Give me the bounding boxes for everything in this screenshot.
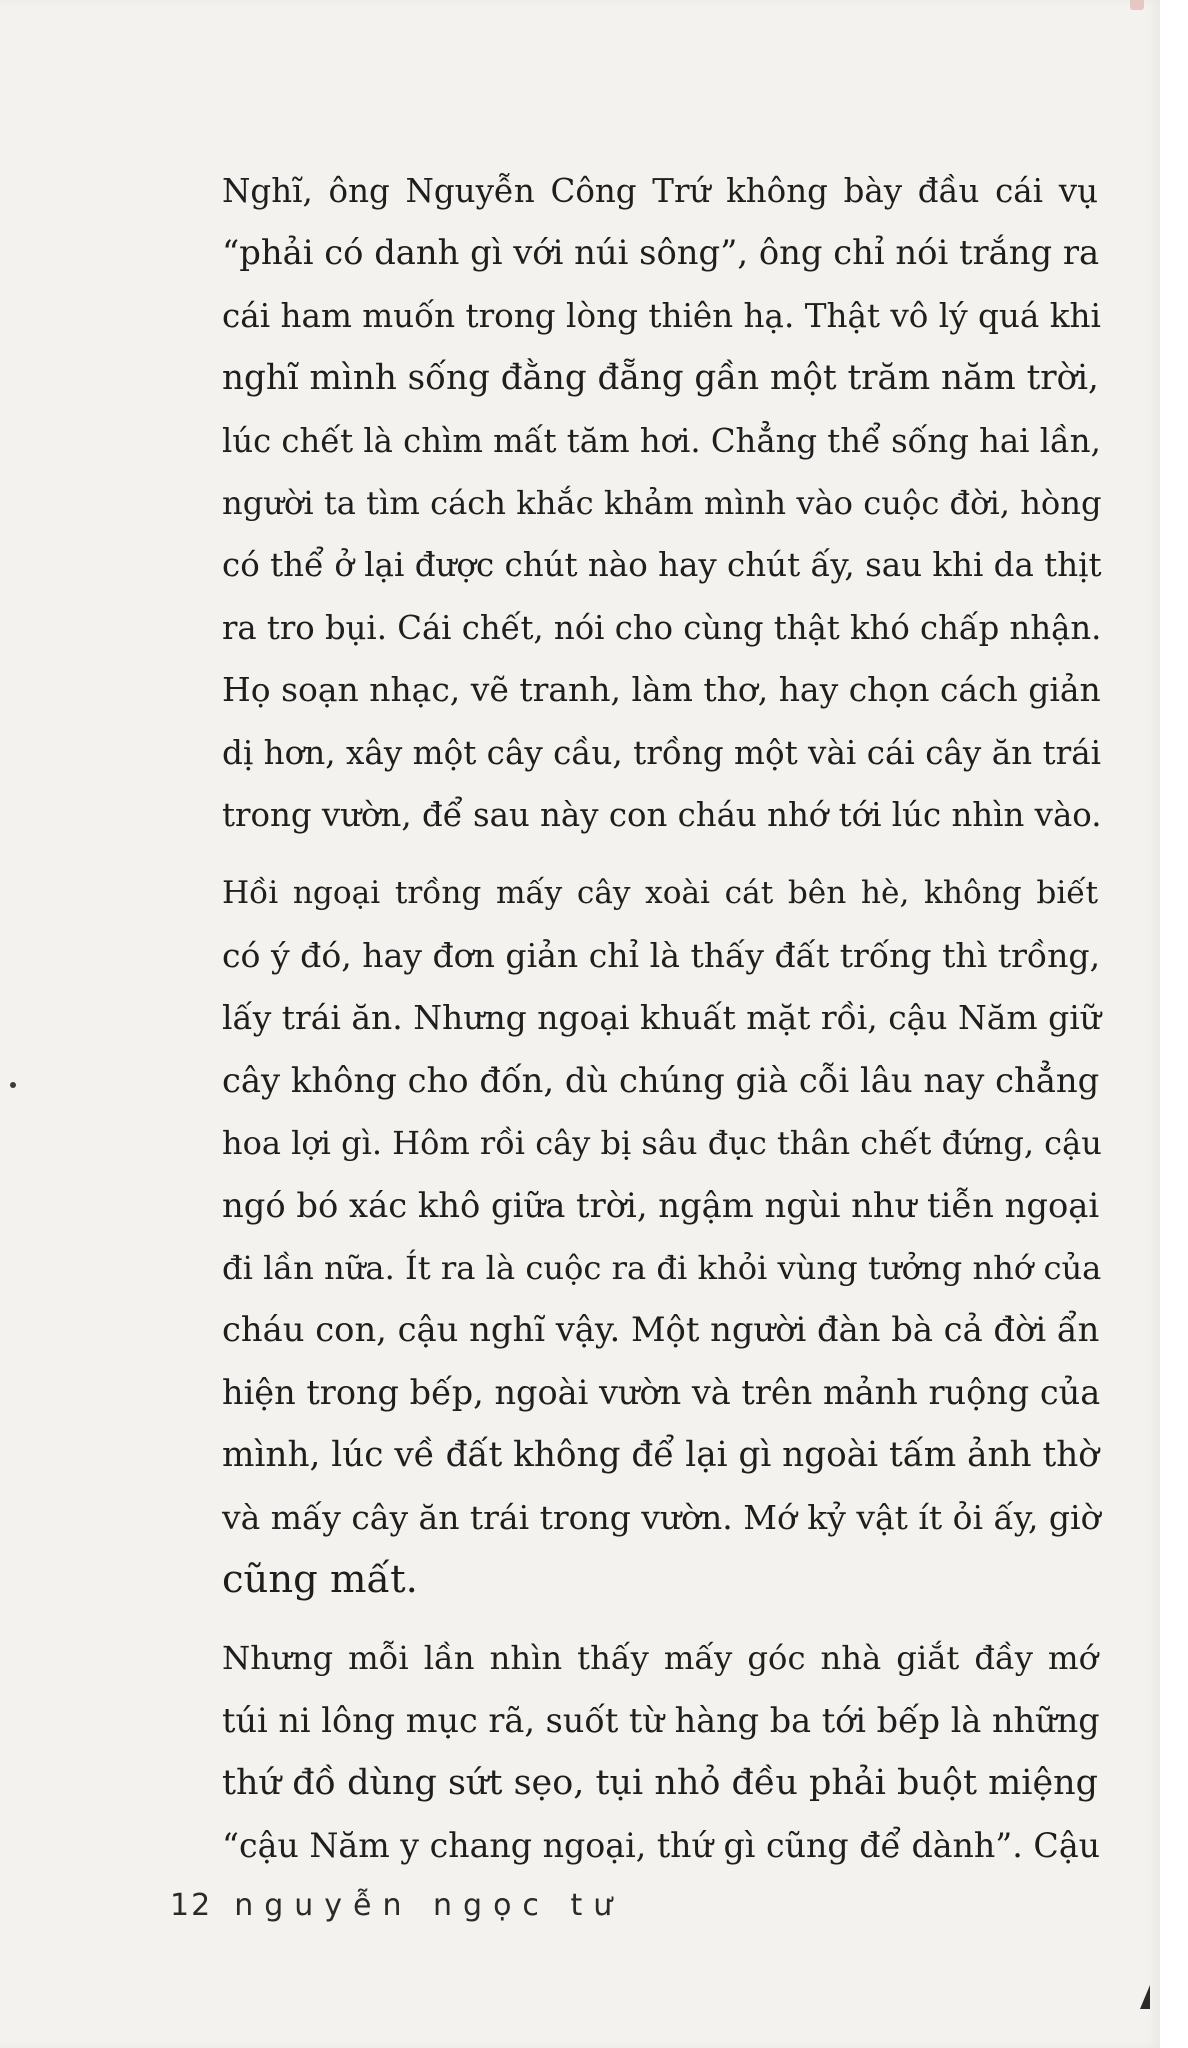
text-line: hoa lợi gì. Hôm rồi cây bị sâu đục thân chết đứng, cậu (222, 1124, 1102, 1163)
author-name: nguyễn ngọc tư (234, 1888, 624, 1923)
text-line: dị hơn, xây một cây cầu, trồng một vài cái cây ăn trái (222, 733, 1102, 772)
paragraph (170, 1627, 1101, 1877)
text-line: Họ soạn nhạc, vẽ tranh, làm thơ, hay chọn cách giản (222, 670, 1101, 710)
text-line: lúc chết là chìm mất tăm hơi. Chẳng thể sống hai lần, (222, 421, 1101, 460)
text-line: đi lần nữa. Ít ra là cuộc ra đi khỏi vùng tưởng nhớ của (222, 1248, 1102, 1287)
text-line: trong vườn, để sau này con cháu nhớ tới lúc nhìn vào. (222, 796, 1102, 835)
page-number: 12 (170, 1888, 213, 1923)
text-line: Nghĩ, ông Nguyễn Công Trứ không bày đầu cái vụ (222, 172, 1098, 210)
text-line: cũng mất. (222, 1556, 418, 1602)
page-corner-mark (1140, 1985, 1150, 2009)
ink-speck (10, 1082, 16, 1088)
body-text (170, 160, 1102, 1877)
text-line: có thể ở lại được chút nào hay chút ấy, sau khi da thịt (222, 546, 1102, 585)
text-line: mình, lúc về đất không để lại gì ngoài tấm ảnh thờ (222, 1435, 1099, 1476)
paragraph (170, 862, 1102, 1611)
text-line: ra tro bụi. Cái chết, nói cho cùng thật khó chấp nhận. (222, 608, 1102, 647)
text-line: có ý đó, hay đơn giản chỉ là thấy đất trống thì trồng, (222, 935, 1101, 975)
paragraph (170, 160, 1102, 846)
text-line: cây không cho đốn, dù chúng già cỗi lâu nay chẳng (222, 1060, 1100, 1100)
text-line: ngó bó xác khô giữa trời, ngậm ngùi như tiễn ngoại (222, 1185, 1100, 1225)
text-line: cháu con, cậu nghĩ vậy. Một người đàn bà cả đời ẩn (222, 1310, 1100, 1350)
text-line: Nhưng mỗi lần nhìn thấy mấy góc nhà giắt đầy mớ (222, 1639, 1098, 1678)
text-line: “cậu Năm y chang ngoại, thứ gì cũng để dành”. Cậu (222, 1825, 1101, 1865)
bookmark-ribbon (1130, 0, 1144, 10)
text-line: thứ đồ dùng sứt sẹo, tụi nhỏ đều phải buột miệng (222, 1763, 1098, 1804)
text-line: “phải có danh gì với núi sông”, ông chỉ nói trắng ra (222, 233, 1100, 273)
text-line: Hồi ngoại trồng mấy cây xoài cát bên hè, không biết (222, 875, 1098, 912)
text-line: và mấy cây ăn trái trong vườn. Mớ kỷ vật ít ỏi ấy, giờ (222, 1497, 1101, 1537)
text-line: cái ham muốn trong lòng thiên hạ. Thật vô lý quá khi (222, 296, 1101, 335)
text-line: lấy trái ăn. Nhưng ngoại khuất mặt rồi, cậu Năm giữ (222, 998, 1101, 1038)
text-line: hiện trong bếp, ngoài vườn và trên mảnh ruộng của (222, 1372, 1101, 1412)
text-line: nghĩ mình sống đằng đẵng gần một trăm năm trời, (222, 358, 1099, 399)
page-footer (170, 1888, 623, 1923)
page-edge (1160, 0, 1188, 2048)
text-line: túi ni lông mục rã, suốt từ hàng ba tới bếp là những (222, 1700, 1100, 1740)
text-line: người ta tìm cách khắc khảm mình vào cuộc đời, hòng (222, 484, 1102, 523)
